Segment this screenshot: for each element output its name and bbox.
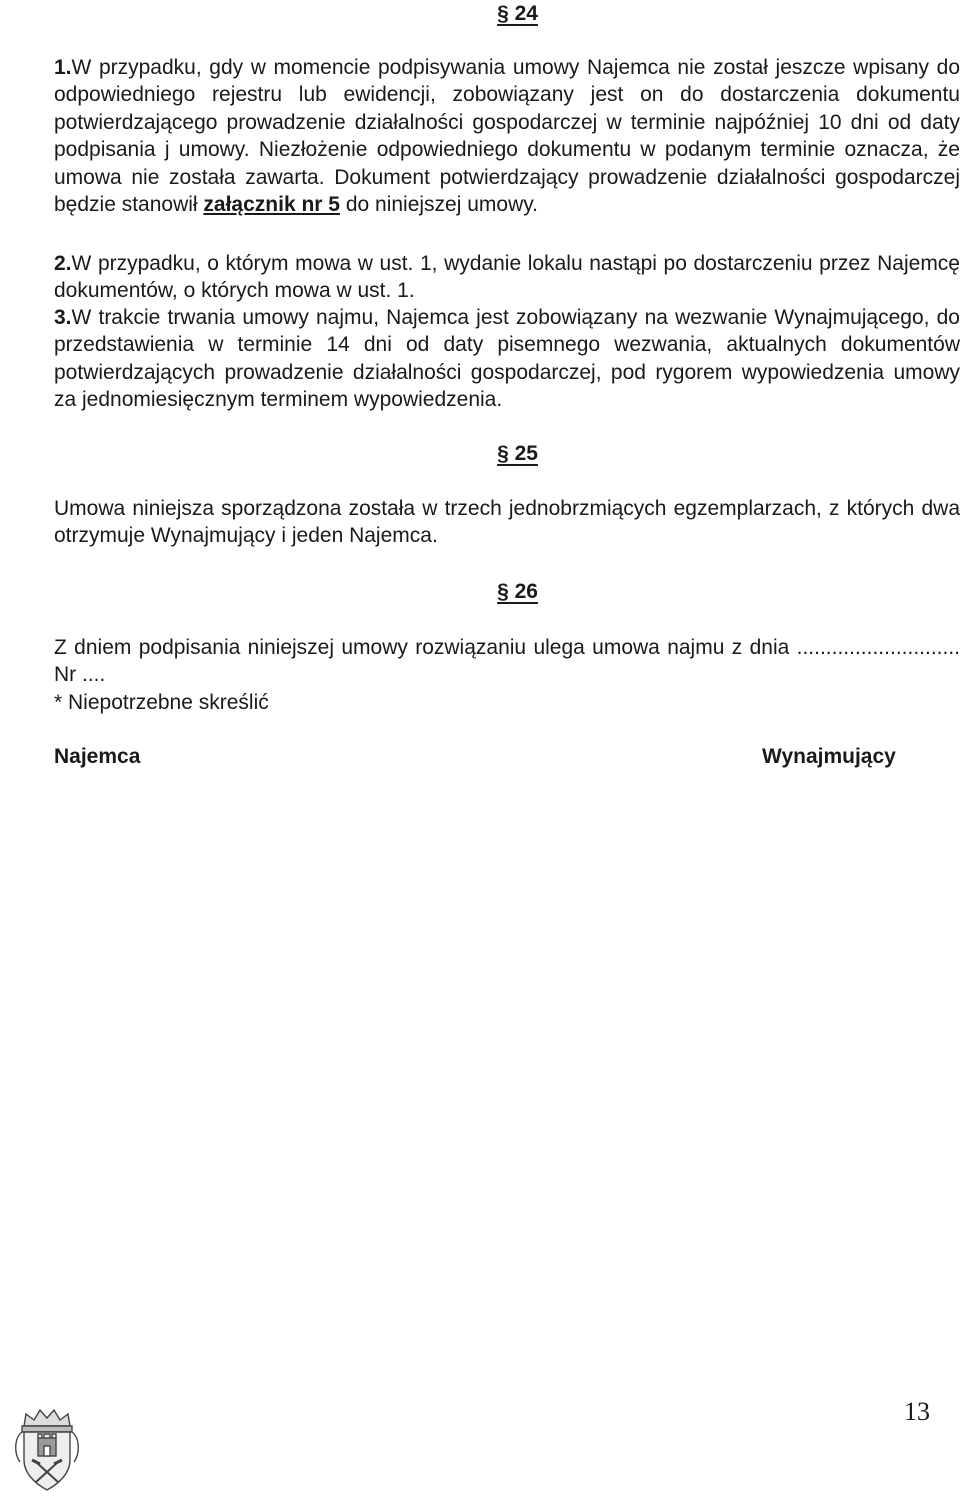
paragraph-number: 3. [54,306,72,329]
section-heading-24: § 24 [497,2,538,25]
signature-tenant: Najemca [54,745,141,768]
paragraph-24-3 [54,304,960,414]
section-heading-26: § 26 [497,580,538,603]
attachment-reference: załącznik nr 5 [203,193,340,217]
paragraph-25: Umowa niniejsza sporządzona została w trzech jednobrzmiących egzemplarzach, z których dwa otrzymuje Wynajmujący i jeden Najemca. [54,497,960,548]
paragraph-text: W przypadku, o którym mowa w ust. 1, wydanie lokalu nastąpi po dostarczeniu przez Najemcę dokumentów, o których mowa w ust. 1. [54,252,960,303]
paragraph-24-2 [54,250,960,305]
paragraph-number: 2. [54,252,72,275]
page-number: 13 [904,1397,930,1426]
signature-landlord: Wynajmujący [762,745,896,768]
paragraph-26: Z dniem podpisania niniejszej umowy rozwiązaniu ulega umowa najmu z dnia ............................ Nr .... [54,636,960,687]
paragraph-text: W przypadku, gdy w momencie podpisywania umowy Najemca nie został jeszcze wpisany do odpowiedniego rejestru lub ewidencji, zobowiązany jest on do dostarczenia dokumentu potwierdzającego prowadzenie działalności gospodarczej w terminie najpóźniej 10 dni od daty podpisania j umowy. Niezłożenie odpowiedniego dokumentu w podanym terminie oznacza, że umowa nie została zawarta. Dokument potwierdzający prowadzenie działalności gospodarczej będzie stanowił [54,56,960,217]
paragraph-24-1 [54,54,960,218]
section-heading-25: § 25 [497,442,538,465]
coat-of-arms-icon [12,1408,82,1499]
footnote: * Niepotrzebne skreślić [54,691,269,714]
paragraph-number: 1. [54,56,72,79]
paragraph-text-end: do niniejszej umowy. [339,193,539,217]
paragraph-text: W trakcie trwania umowy najmu, Najemca jest zobowiązany na wezwanie Wynajmującego, do przedstawienia w terminie 14 dni od daty pisemnego wezwania, aktualnych dokumentów potwierdzających prowadzenie działalności gospodarczej, pod rygorem wypowiedzenia umowy za jednomiesięcznym terminem wypowiedzenia. [54,306,960,412]
